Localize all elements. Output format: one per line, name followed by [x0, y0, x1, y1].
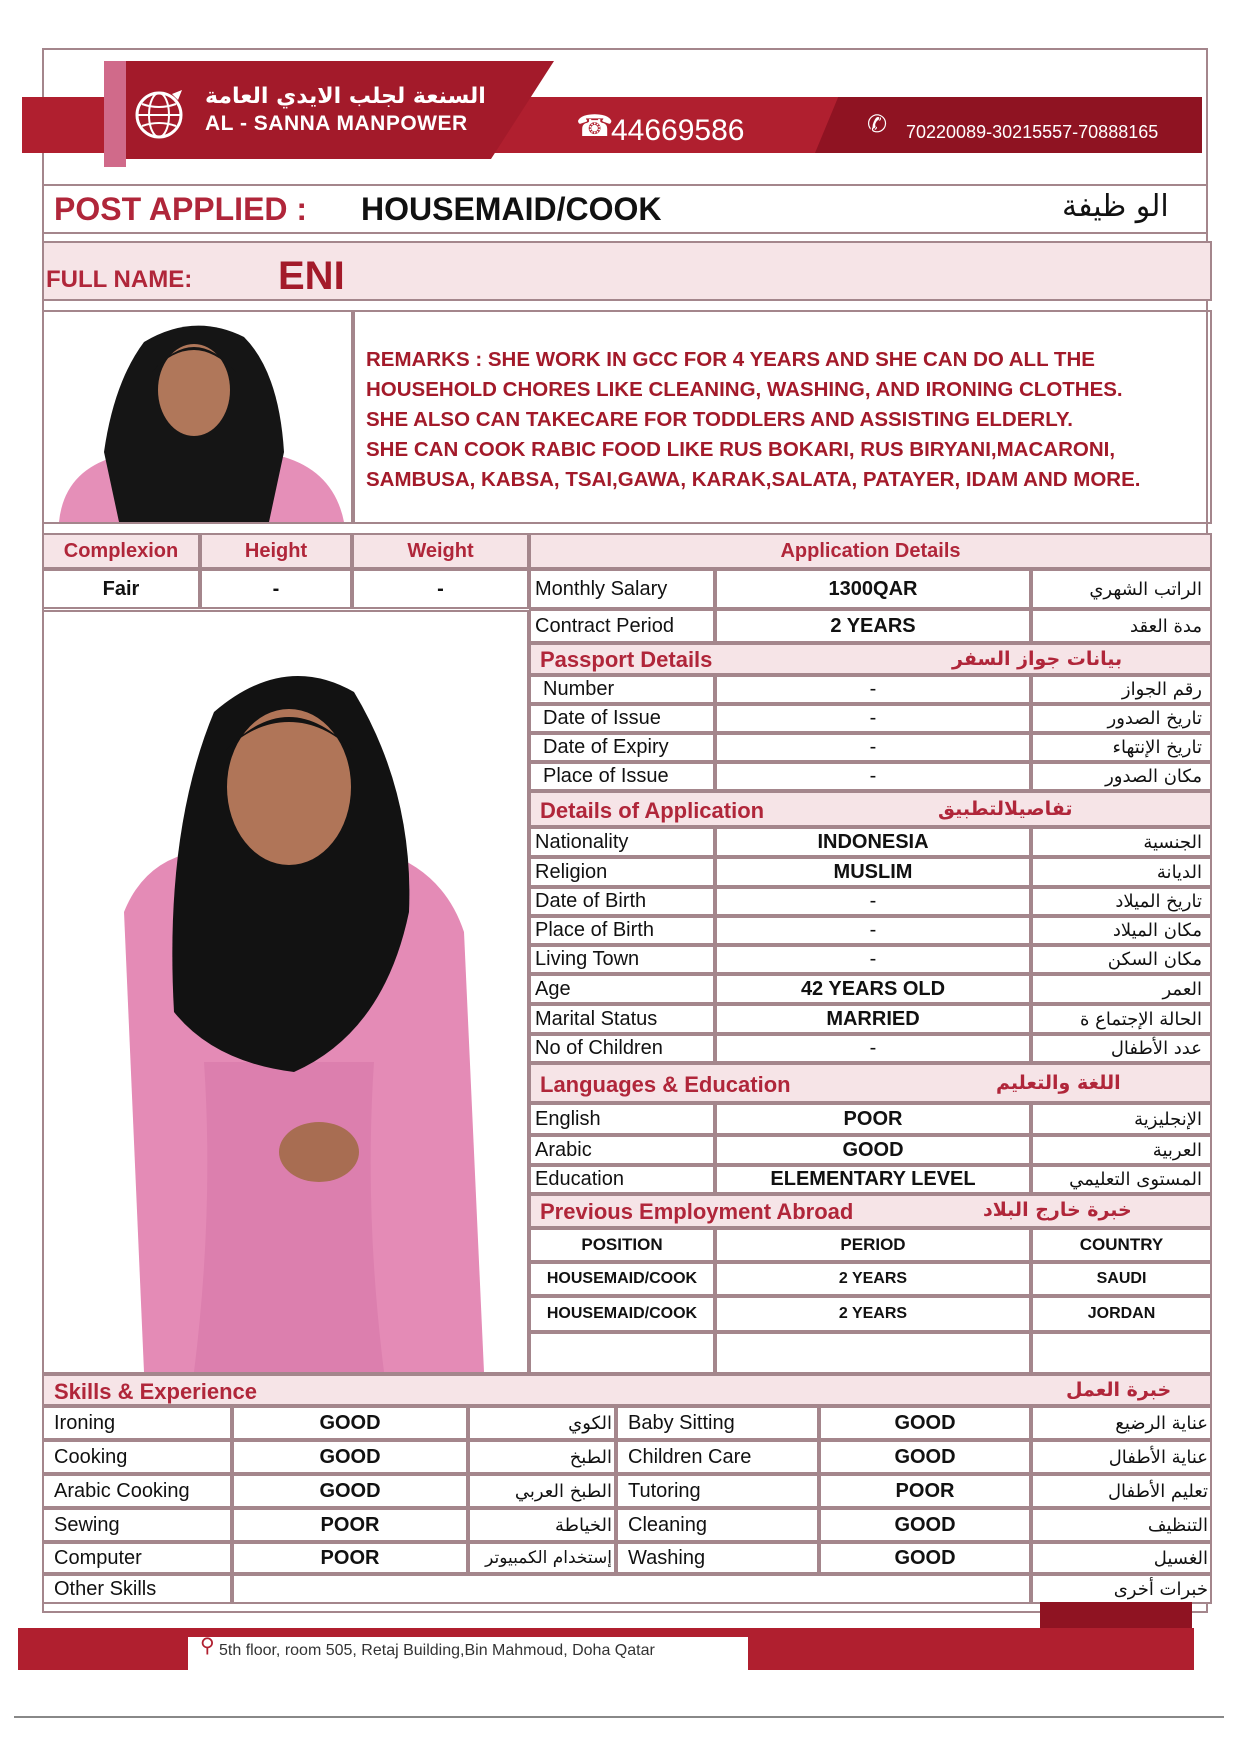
full-name-label: FULL NAME: [46, 266, 193, 293]
birth-place-label-arabic: مكان الميلاد [1031, 916, 1212, 945]
skill-label: Washing [616, 1542, 819, 1574]
remarks-line: REMARKS : SHE WORK IN GCC FOR 4 YEARS AND SHE CAN DO ALL THE [366, 348, 1095, 371]
skill-label-arabic: الخياطة [468, 1508, 616, 1542]
salary-label-arabic: الراتب الشهري [1031, 569, 1212, 609]
skill-label: Tutoring [616, 1474, 819, 1508]
details-section-title: Details of Application [540, 798, 765, 823]
employment-position: HOUSEMAID/COOK [529, 1296, 715, 1332]
birth-date-label: Date of Birth [529, 887, 715, 916]
skill-level: GOOD [819, 1440, 1031, 1474]
employment-period: 2 YEARS [715, 1296, 1031, 1332]
remarks-line: SHE CAN COOK RABIC FOOD LIKE RUS BOKARI, RUS BIRYANI,MACARONI, [366, 438, 1116, 461]
languages-section-title-arabic: اللغة والتعليم [996, 1072, 1121, 1094]
skill-label-arabic: التنظيف [1031, 1508, 1212, 1542]
location-pin-icon: ⚲ [200, 1635, 215, 1657]
education-label: Education [529, 1165, 715, 1194]
skill-label: Children Care [616, 1440, 819, 1474]
contract-value: 2 YEARS [715, 609, 1031, 643]
post-applied-label: POST APPLIED : [54, 191, 308, 227]
skill-label-arabic: الطبخ العربي [468, 1474, 616, 1508]
birth-place-value: - [715, 916, 1031, 945]
full-name-value: ENI [278, 254, 345, 298]
complexion-value: Fair [42, 569, 200, 609]
birth-date-value: - [715, 887, 1031, 916]
skill-level: GOOD [232, 1406, 468, 1440]
expiry-date-label-arabic: تاريخ الإنتهاء [1031, 733, 1212, 762]
weight-value: - [352, 569, 529, 609]
period-header: PERIOD [715, 1228, 1031, 1262]
full-name-row [42, 241, 1212, 301]
age-value: 42 YEARS OLD [715, 974, 1031, 1004]
employment-position: HOUSEMAID/COOK [529, 1262, 715, 1296]
skill-label-arabic: تعليم الأطفال [1031, 1474, 1212, 1508]
portrait-photo-box [42, 310, 353, 524]
skills-section-title: Skills & Experience [54, 1379, 257, 1404]
passport-section-title: Passport Details [540, 647, 713, 672]
languages-section-title: Languages & Education [540, 1072, 791, 1097]
arabic-label: Arabic [529, 1135, 715, 1165]
issue-date-value: - [715, 704, 1031, 733]
height-value: - [200, 569, 352, 609]
remarks-line: SHE ALSO CAN TAKECARE FOR TODDLERS AND ASSISTING ELDERLY. [366, 408, 1073, 431]
salary-value: 1300QAR [715, 569, 1031, 609]
nationality-label: Nationality [529, 827, 715, 857]
arabic-label-arabic: العربية [1031, 1135, 1212, 1165]
english-value: POOR [715, 1103, 1031, 1135]
passport-number-label: Number [529, 675, 715, 704]
skill-level: POOR [232, 1542, 468, 1574]
employment-country: JORDAN [1031, 1296, 1212, 1332]
skill-level: GOOD [819, 1542, 1031, 1574]
other-skills-label: Other Skills [42, 1574, 232, 1604]
skill-label: Cooking [42, 1440, 232, 1474]
bottom-divider [14, 1716, 1224, 1718]
living-town-label: Living Town [529, 945, 715, 974]
application-details-header: Application Details [529, 533, 1212, 569]
contract-label-arabic: مدة العقد [1031, 609, 1212, 643]
mobile-numbers: 70220089-30215557-70888165 [906, 122, 1159, 142]
age-label-arabic: العمر [1031, 974, 1212, 1004]
nationality-value: INDONESIA [715, 827, 1031, 857]
issue-date-label-arabic: تاريخ الصدور [1031, 704, 1212, 733]
education-value: ELEMENTARY LEVEL [715, 1165, 1031, 1194]
education-label-arabic: المستوى التعليمي [1031, 1165, 1212, 1194]
position-header: POSITION [529, 1228, 715, 1262]
marital-status-label: Marital Status [529, 1004, 715, 1034]
full-body-photo-box [42, 610, 529, 1374]
contract-label: Contract Period [529, 609, 715, 643]
skill-level: GOOD [819, 1508, 1031, 1542]
passport-number-value: - [715, 675, 1031, 704]
skill-level: GOOD [232, 1440, 468, 1474]
passport-number-label-arabic: رقم الجواز [1031, 675, 1212, 704]
telephone-icon: ☎ [576, 110, 614, 143]
employment-empty-cell [529, 1332, 715, 1374]
children-label-arabic: عدد الأطفال [1031, 1034, 1212, 1063]
employment-period: 2 YEARS [715, 1262, 1031, 1296]
expiry-date-value: - [715, 733, 1031, 762]
salary-label: Monthly Salary [529, 569, 715, 609]
birth-date-label-arabic: تاريخ الميلاد [1031, 887, 1212, 916]
issue-place-label-arabic: مكان الصدور [1031, 762, 1212, 791]
details-section-title-arabic: تفاصيلالتطبيق [938, 798, 1073, 820]
portrait-photo [44, 312, 351, 522]
skills-section-title-arabic: خبرة العمل [1066, 1379, 1172, 1401]
nationality-label-arabic: الجنسية [1031, 827, 1212, 857]
expiry-date-label: Date of Expiry [529, 733, 715, 762]
religion-value: MUSLIM [715, 857, 1031, 887]
employment-section-title-arabic: خبرة خارج البلاد [983, 1199, 1132, 1221]
employment-country: SAUDI [1031, 1262, 1212, 1296]
skill-level: GOOD [232, 1474, 468, 1508]
skill-label: Ironing [42, 1406, 232, 1440]
employment-empty-cell [715, 1332, 1031, 1374]
main-phone-number: 44669586 [611, 114, 745, 147]
mobile-phone-icon: ✆ [867, 111, 888, 138]
skill-label-arabic: الغسيل [1031, 1542, 1212, 1574]
children-value: - [715, 1034, 1031, 1063]
skill-label: Cleaning [616, 1508, 819, 1542]
skill-level: GOOD [819, 1406, 1031, 1440]
post-applied-label-arabic: الو ظيفة [1062, 189, 1169, 224]
living-town-label-arabic: مكان السكن [1031, 945, 1212, 974]
post-applied-value: HOUSEMAID/COOK [361, 191, 662, 227]
skill-level: POOR [232, 1508, 468, 1542]
marital-status-value: MARRIED [715, 1004, 1031, 1034]
age-label: Age [529, 974, 715, 1004]
religion-label: Religion [529, 857, 715, 887]
passport-section-title-arabic: بيانات جواز السفر [952, 648, 1123, 670]
skill-label: Arabic Cooking [42, 1474, 232, 1508]
children-label: No of Children [529, 1034, 715, 1063]
english-label-arabic: الإنجليزية [1031, 1103, 1212, 1135]
other-skills-label-arabic: خبرات أخرى [1031, 1574, 1212, 1604]
company-name: AL - SANNA MANPOWER [205, 112, 468, 135]
religion-label-arabic: الديانة [1031, 857, 1212, 887]
english-label: English [529, 1103, 715, 1135]
marital-status-label-arabic: الحالة الإجتماع ة [1031, 1004, 1212, 1034]
issue-place-value: - [715, 762, 1031, 791]
header-accent-strip [104, 61, 126, 167]
remarks-line: HOUSEHOLD CHORES LIKE CLEANING, WASHING, AND IRONING CLOTHES. [366, 378, 1123, 401]
weight-header: Weight [352, 533, 529, 569]
issue-place-label: Place of Issue [529, 762, 715, 791]
skill-label-arabic: عناية الأطفال [1031, 1440, 1212, 1474]
skill-level: POOR [819, 1474, 1031, 1508]
other-skills-value [232, 1574, 1031, 1604]
skill-label: Computer [42, 1542, 232, 1574]
remarks-line: SAMBUSA, KABSA, TSAI,GAWA, KARAK,SALATA, PATAYER, IDAM AND MORE. [366, 468, 1141, 491]
skill-label: Baby Sitting [616, 1406, 819, 1440]
skill-label-arabic: الطبخ [468, 1440, 616, 1474]
footer-address: 5th floor, room 505, Retaj Building,Bin Mahmoud, Doha Qatar [219, 1642, 655, 1659]
complexion-header: Complexion [42, 533, 200, 569]
issue-date-label: Date of Issue [529, 704, 715, 733]
height-header: Height [200, 533, 352, 569]
company-name-arabic: السنعة لجلب الايدي العامة [205, 84, 486, 109]
skill-label-arabic: إستخدام الكمبيوتر [468, 1542, 616, 1574]
skill-label-arabic: عناية الرضيع [1031, 1406, 1212, 1440]
living-town-value: - [715, 945, 1031, 974]
remarks-text [366, 345, 1196, 495]
birth-place-label: Place of Birth [529, 916, 715, 945]
employment-section-title: Previous Employment Abroad [540, 1199, 854, 1224]
globe-logo-icon [132, 88, 186, 142]
skill-label-arabic: الكوي [468, 1406, 616, 1440]
arabic-value: GOOD [715, 1135, 1031, 1165]
country-header: COUNTRY [1031, 1228, 1212, 1262]
employment-empty-cell [1031, 1332, 1212, 1374]
skill-label: Sewing [42, 1508, 232, 1542]
full-body-photo [44, 612, 527, 1372]
